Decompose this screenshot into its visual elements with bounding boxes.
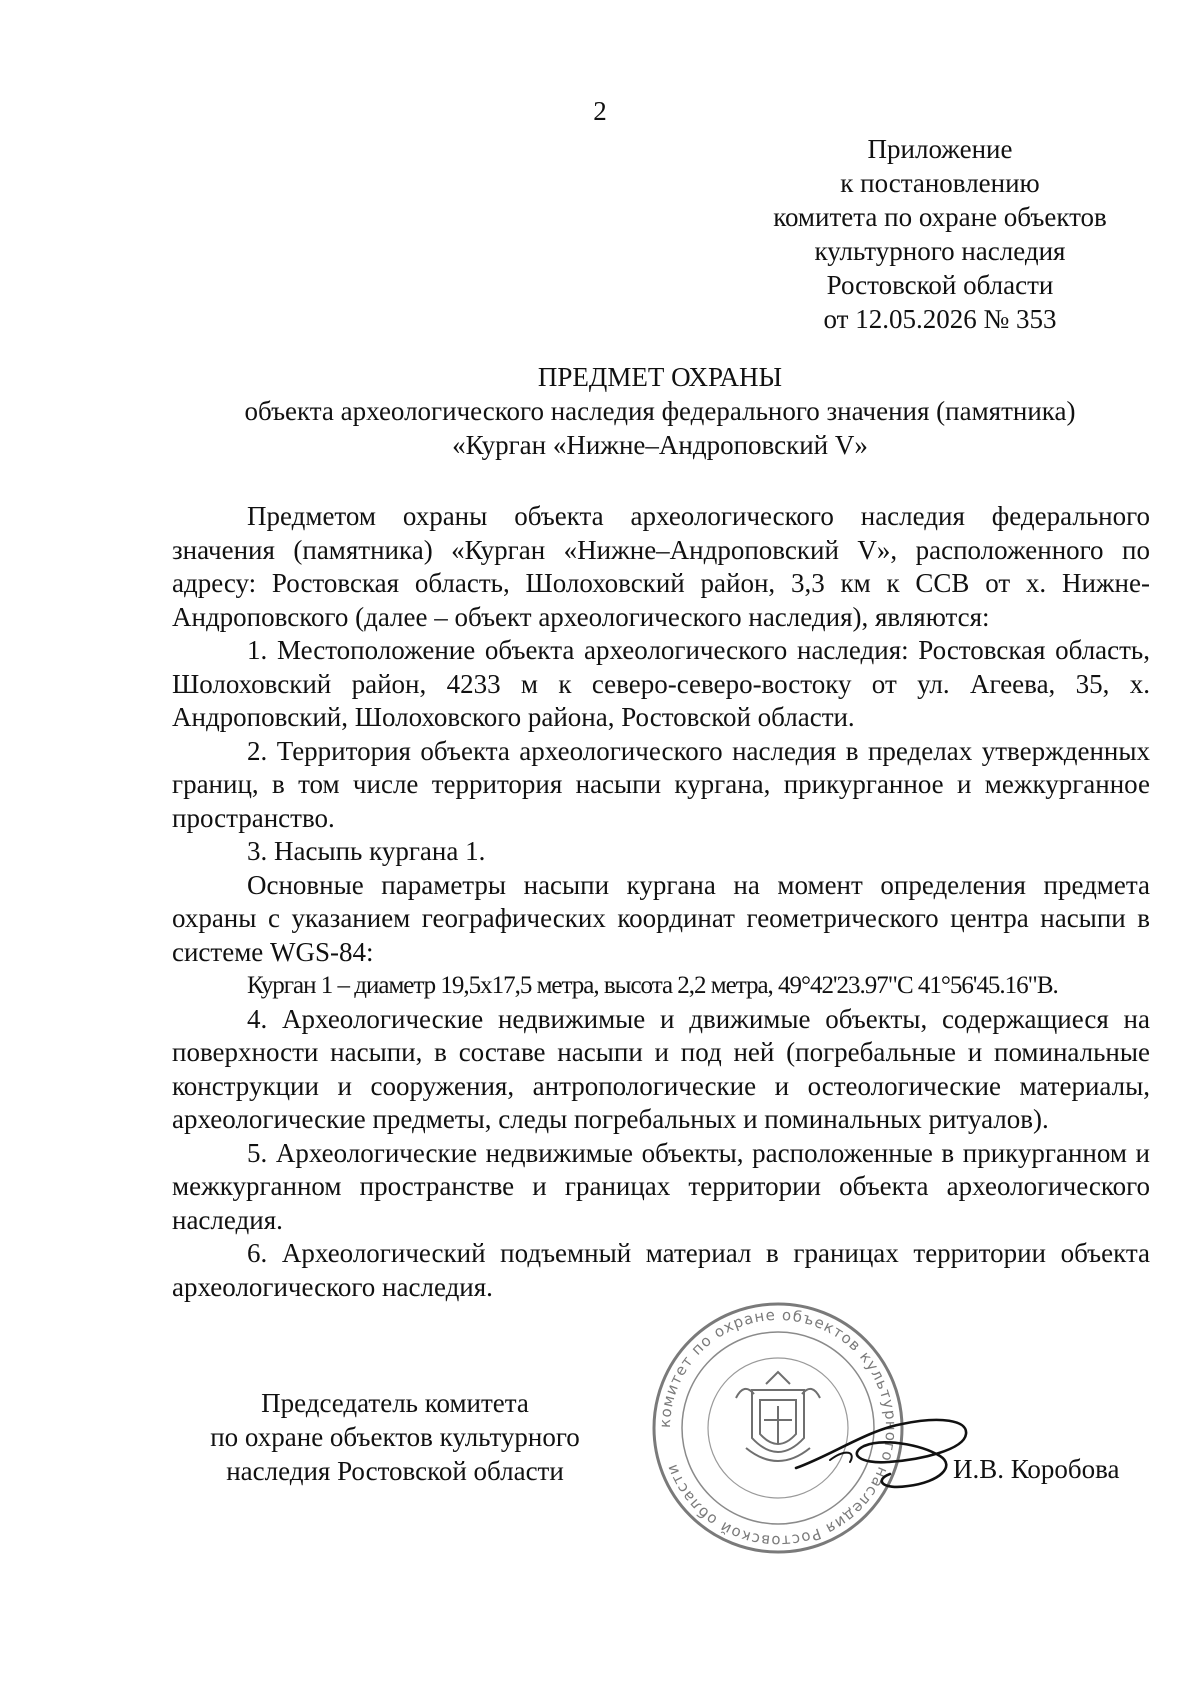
appendix-line-1: Приложение [867,134,1013,164]
signatory-position [185,1386,605,1488]
item-3-coordinates: Курган 1 – диаметр 19,5х17,5 метра, высота 2,2 метра, 49°42'23.97"С 41°56'45.16"В. [247,972,1058,999]
title-subheading: объекта археологического наследия федерального значения (памятника) [244,396,1076,426]
appendix-line-6: от 12.05.2026 № 353 [823,304,1057,334]
item-3-mound: 3. Насыпь кургана 1. [247,836,486,866]
intro-paragraph: Предметом охраны объекта археологического наследия федерального значения (памятника) «Курган «Нижне–Андроповский V», расположенного по адресу: Ростовская область, Шолоховский район, 3,3 км к ССВ от х. Нижне-Андроповского (далее – объект археологического наследия), являются: [172,501,1150,632]
document-body [172,500,1150,1304]
signatory-position-line-2: по охране объектов культурного [210,1422,580,1452]
seal-text: комитет по охране объектов культурного наследия Ростовской области [655,1305,901,1551]
appendix-line-3: комитета по охране объектов [773,202,1107,232]
appendix-line-5: Ростовской области [826,270,1054,300]
item-3-parameters: Основные параметры насыпи кургана на момент определения предмета охраны с указанием географических координат геометрического центра насыпи в системе WGS-84: [172,869,1150,967]
title-heading: ПРЕДМЕТ ОХРАНЫ [537,362,783,392]
item-6-surface-material: 6. Археологический подъемный материал в границах территории объекта археологического наследия. [172,1238,1150,1302]
appendix-line-4: культурного наследия [814,236,1066,266]
item-1-location: 1. Местоположение объекта археологического наследия: Ростовская область, Шолоховский район, 4233 м к северо-северо-востоку от ул. Агеева, 35, х. Андроповский, Шолоховского района, Ростовской области. [172,635,1150,732]
appendix-header [760,132,1120,336]
document-title [160,360,1160,462]
item-2-territory: 2. Территория объекта археологического наследия в пределах утвержденных границ, в том числе территория насыпи кургана, прикурганное и межкурганное пространство. [172,735,1150,833]
item-5-objects: 5. Археологические недвижимые объекты, расположенные в прикурганном и межкурганном пространстве и границах территории объекта археологического наследия. [172,1137,1150,1235]
appendix-line-2: к постановлению [840,168,1040,198]
title-object-name: «Курган «Нижне–Андроповский V» [452,430,868,460]
signatory-name: И.В. Коробова [953,1454,1120,1484]
signatory-position-line-3: наследия Ростовской области [226,1456,564,1486]
item-4-objects: 4. Археологические недвижимые и движимые объекты, содержащиеся на поверхности насыпи, в составе насыпи и под ней (погребальные и поминальные конструкции и сооружения, антропологические и остеологические материалы, археологические предметы, следы погребальных и поминальных ритуалов). [172,1003,1150,1134]
page-number: 2 [593,96,607,126]
signatory-position-line-1: Председатель комитета [261,1388,529,1418]
